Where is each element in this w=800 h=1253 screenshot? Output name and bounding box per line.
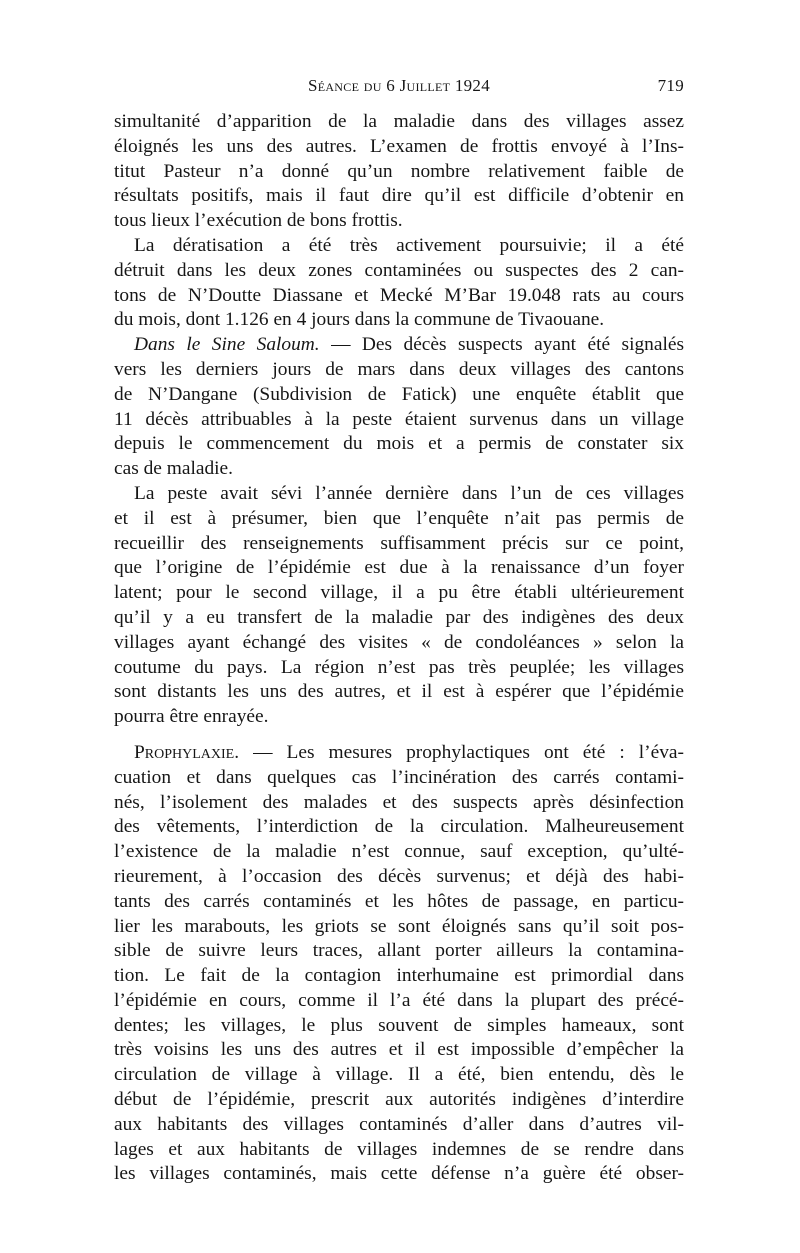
text-line: de N’Dangane (Subdivision de Fatick) une enquête établit que: [114, 383, 684, 405]
text-line: tants des carrés contaminés et les hôtes de passage, en particu-: [114, 890, 684, 912]
text-line-indented: [114, 482, 684, 507]
text-line-indented: [114, 741, 684, 766]
text-line: dentes; les villages, le plus souvent de simples hameaux, sont: [114, 1014, 684, 1036]
text-line: aux habitants des villages contaminés d’aller dans d’autres vil-: [114, 1113, 684, 1135]
text-line: depuis le commencement du mois et a permis de constater six: [114, 433, 684, 455]
text-line-content: La peste avait sévi l’année dernière dans l’un de ces villages: [134, 482, 684, 504]
text-line: qu’il y a eu transfert de la maladie par des indigènes des deux: [114, 606, 684, 628]
paragraph-1: [114, 110, 684, 234]
text-line: début de l’épidémie, prescrit aux autorités indigènes d’interdire: [114, 1089, 684, 1111]
text-line: sont distants les uns des autres, et il est à espérer que l’épidémie: [114, 681, 684, 703]
text-line-content: — Des décès suspects ayant été signalés: [319, 334, 684, 356]
text-line: simultanité d’apparition de la maladie dans des villages assez: [114, 111, 684, 132]
text-line: du mois, dont 1.126 en 4 jours dans la commune de Tivaouane.: [114, 309, 605, 331]
text-line-content: La dératisation a été très activement poursuivie; il a été: [134, 234, 684, 256]
section-lead-smallcaps: Prophylaxie.: [134, 741, 240, 763]
text-line: titut Pasteur n’a donné qu’un nombre relativement faible de: [114, 160, 684, 182]
text-line: et il est à présumer, bien que l’enquête n’ait pas permis de: [114, 507, 684, 529]
text-line: latent; pour le second village, il a pu être établi ultérieurement: [114, 582, 684, 604]
text-line-indented: [114, 333, 684, 358]
paragraph-5: [114, 741, 684, 1187]
text-line: vers les derniers jours de mars dans deux villages des cantons: [114, 358, 684, 380]
text-line-indented: [114, 234, 684, 259]
text-line: recueillir des renseignements suffisamment précis sur ce point,: [114, 532, 684, 554]
text-line: les villages contaminés, mais cette défense n’a guère été obser-: [114, 1163, 684, 1185]
text-line: 11 décès attribuables à la peste étaient survenus dans un village: [114, 408, 684, 430]
text-body: [114, 110, 684, 1187]
text-line: que l’origine de l’épidémie est due à la renaissance d’un foyer: [114, 557, 684, 579]
text-line: sible de suivre leurs traces, allant porter ailleurs la contamina-: [114, 940, 684, 962]
text-line: pourra être enrayée.: [114, 706, 269, 728]
text-line: cas de maladie.: [114, 458, 233, 480]
text-line: rieurement, à l’occasion des décès survenus; et déjà des habi-: [114, 865, 684, 887]
text-line: lages et aux habitants de villages indemnes de se rendre dans: [114, 1138, 684, 1160]
text-line: éloignés les uns des autres. L’examen de frottis envoyé à l’Ins-: [114, 135, 684, 157]
text-line-content: — Les mesures prophylactiques ont été : l’éva-: [239, 741, 684, 763]
text-line: cuation et dans quelques cas l’incinération des carrés contami-: [114, 766, 684, 788]
text-line: détruit dans les deux zones contaminées ou suspectes des 2 can-: [114, 259, 684, 281]
text-line: des vêtements, l’interdiction de la circulation. Malheureusement: [114, 816, 684, 838]
text-line: résultats positifs, mais il faut dire qu’il est difficile d’obtenir en: [114, 185, 684, 207]
paragraph-3: [114, 333, 684, 482]
paragraph-4: [114, 482, 684, 730]
text-line: coutume du pays. La région n’est pas très peuplée; les villages: [114, 656, 684, 678]
text-line: tion. Le fait de la contagion interhumaine est primordial dans: [114, 965, 684, 987]
text-line: villages ayant échangé des visites « de condoléances » selon la: [114, 631, 684, 653]
text-line: l’épidémie en cours, comme il l’a été dans la plupart des précé-: [114, 989, 684, 1011]
paragraph-2: [114, 234, 684, 333]
text-line: nés, l’isolement des malades et des suspects après désinfection: [114, 791, 684, 813]
text-line: l’existence de la maladie n’est connue, sauf exception, qu’ulté-: [114, 841, 684, 863]
text-line: tous lieux l’exécution de bons frottis.: [114, 210, 403, 232]
text-line: très voisins les uns des autres et il est impossible d’empêcher la: [114, 1039, 684, 1061]
page-number: 719: [657, 76, 684, 95]
text-line: circulation de village à village. Il a été, bien entendu, dès le: [114, 1064, 684, 1086]
section-lead-italic: Dans le Sine Saloum.: [134, 334, 320, 356]
book-page: [114, 72, 684, 1187]
running-header: [114, 72, 684, 102]
running-title: Séance du 6 Juillet 1924: [307, 76, 491, 95]
text-line: lier les marabouts, les griots se sont éloignés sans qu’il soit pos-: [114, 915, 684, 937]
paragraph-gap: [114, 730, 684, 741]
text-line: tons de N’Doutte Diassane et Mecké M’Bar 19.048 rats au cours: [114, 284, 684, 306]
